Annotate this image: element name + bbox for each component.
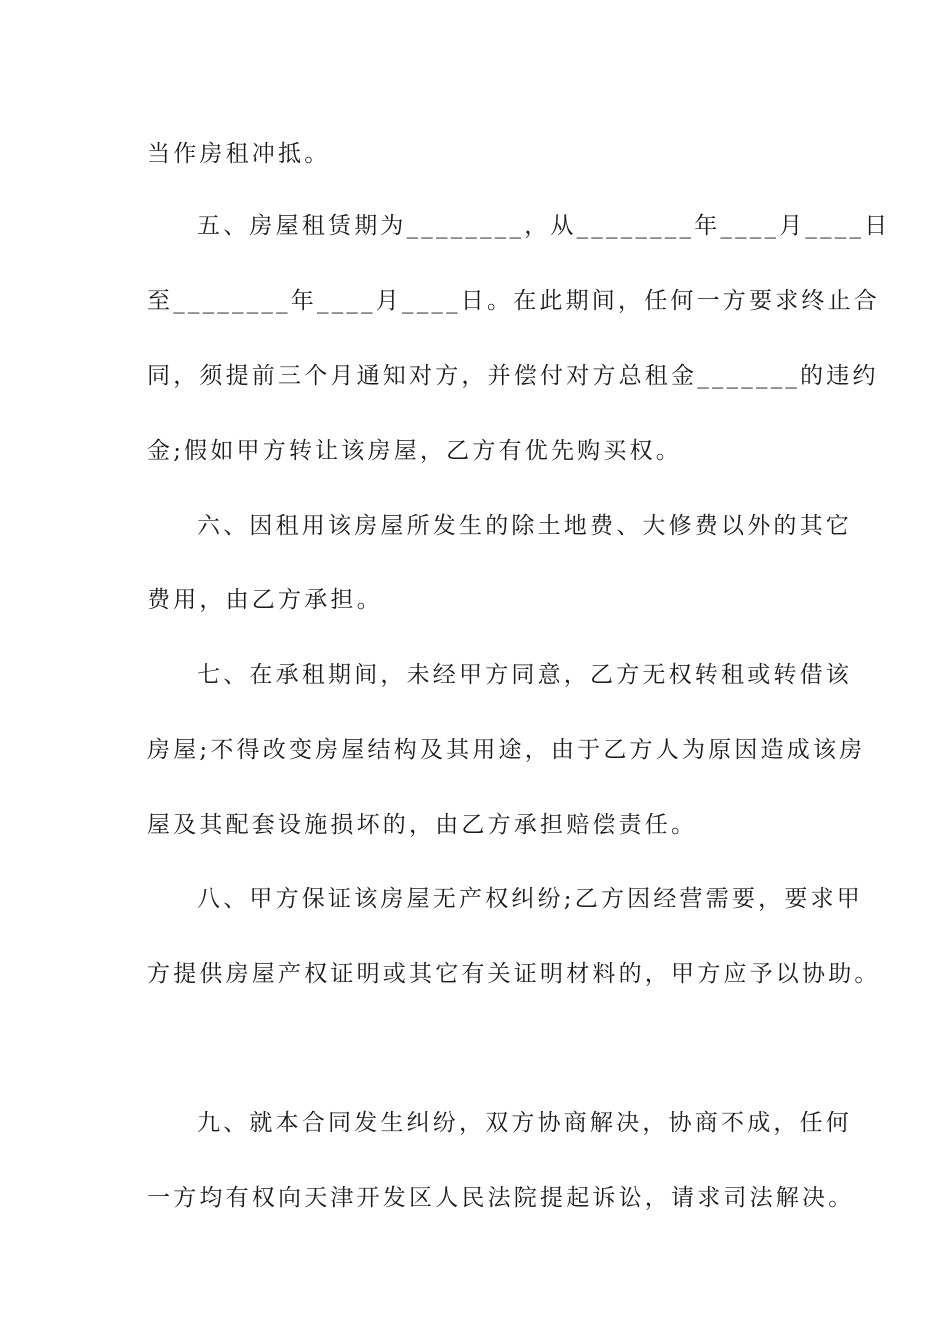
clause-8-line-2: 方提供房屋产权证明或其它有关证明材料的，甲方应予以协助。 bbox=[147, 961, 881, 987]
clause-9-line-2: 一方均有权向天津开发区人民法院提起诉讼，请求司法解决。 bbox=[147, 1185, 855, 1211]
clause-7-line-3: 屋及其配套设施损坏的，由乙方承担赔偿责任。 bbox=[147, 812, 698, 838]
clause-9-line-1: 九、就本合同发生纠纷，双方协商解决，协商不成，任何 bbox=[197, 1110, 852, 1136]
clause-5-line-1: 五、房屋租赁期为________，从________年____月____日 bbox=[197, 213, 891, 239]
clause-5-line-3: 同，须提前三个月通知对方，并偿付对方总租金_______的违约 bbox=[147, 363, 879, 389]
clause-5-line-2: 至________年____月____日。在此期间，任何一方要求终止合 bbox=[147, 288, 880, 314]
clause-6-line-1: 六、因租用该房屋所发生的除土地费、大修费以外的其它 bbox=[197, 513, 852, 539]
clause-7-line-2: 房屋;不得改变房屋结构及其用途，由于乙方人为原因造成该房 bbox=[147, 737, 866, 763]
clause-6-line-2: 费用，由乙方承担。 bbox=[147, 587, 383, 613]
clause-5-line-4: 金;假如甲方转让该房屋，乙方有优先购买权。 bbox=[147, 438, 682, 464]
clause-8-line-1: 八、甲方保证该房屋无产权纠纷;乙方因经营需要，要求甲 bbox=[197, 886, 863, 912]
clause-7-line-1: 七、在承租期间，未经甲方同意，乙方无权转租或转借该 bbox=[197, 662, 852, 688]
text-line: 当作房租冲抵。 bbox=[147, 141, 331, 167]
